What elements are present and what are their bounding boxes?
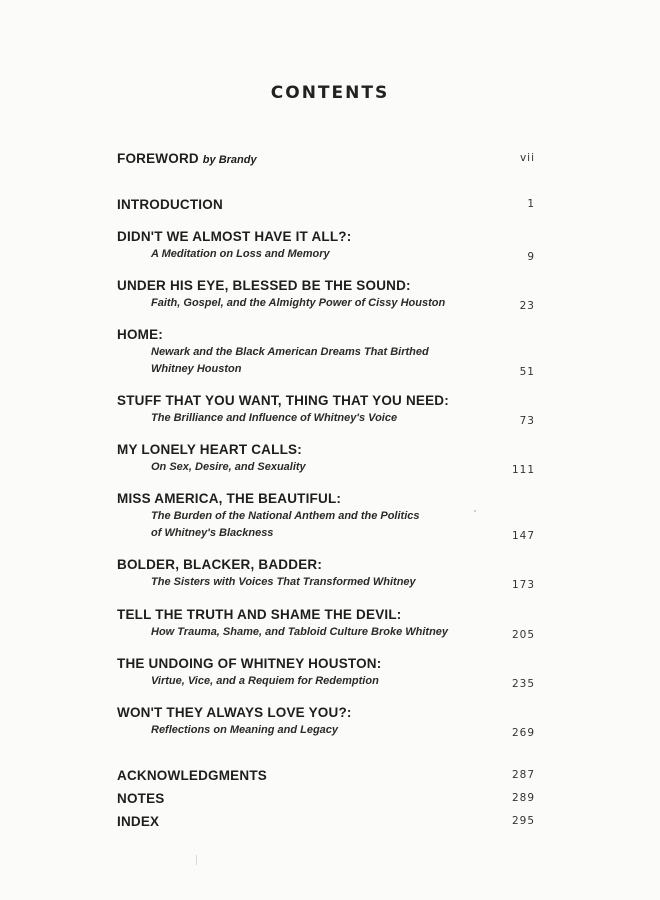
entry-title: NOTES — [117, 791, 165, 806]
entry-subtitle: of Whitney's Blackness — [151, 527, 274, 539]
page-number: 1 — [527, 198, 535, 210]
entry-subtitle: A Meditation on Loss and Memory — [151, 248, 330, 260]
entry-title: INTRODUCTION — [117, 197, 223, 212]
page-number: 205 — [511, 629, 535, 641]
entry-subtitle: Whitney Houston — [151, 363, 242, 375]
page-number: 23 — [519, 300, 535, 312]
toc-entry-chapter — [117, 228, 535, 263]
entry-title: THE UNDOING OF WHITNEY HOUSTON: — [117, 656, 382, 671]
entry-subtitle: On Sex, Desire, and Sexuality — [151, 461, 306, 473]
entry-title: ACKNOWLEDGMENTS — [117, 768, 267, 783]
page-number: 73 — [519, 415, 535, 427]
toc-entry-foreword — [117, 150, 535, 169]
page-title: CONTENTS — [270, 83, 390, 103]
entry-title: MY LONELY HEART CALLS: — [117, 442, 302, 457]
page-number: 235 — [511, 678, 535, 690]
entry-subtitle: Newark and the Black American Dreams That Birthed — [151, 346, 429, 358]
entry-title: MISS AMERICA, THE BEAUTIFUL: — [117, 491, 342, 506]
entry-subtitle: The Brilliance and Influence of Whitney's Voice — [151, 412, 398, 424]
scan-artifact — [196, 855, 197, 865]
toc-entry-acknowledgments — [117, 767, 535, 785]
toc-entry-introduction — [117, 196, 535, 214]
page-number: 287 — [511, 769, 535, 781]
entry-title: WON'T THEY ALWAYS LOVE YOU?: — [117, 705, 352, 720]
page-number: 9 — [527, 251, 535, 263]
toc-entry-chapter — [117, 655, 535, 690]
toc-entry-index — [117, 813, 535, 831]
entry-subtitle: The Burden of the National Anthem and the Politics — [151, 510, 420, 522]
entry-subtitle: Reflections on Meaning and Legacy — [151, 724, 339, 736]
toc-entry-chapter — [117, 441, 535, 476]
toc-entry-chapter — [117, 277, 535, 312]
page-number: 111 — [511, 464, 535, 476]
toc-entry-chapter — [117, 606, 535, 641]
toc-entry-chapter — [117, 490, 535, 542]
entry-subtitle: The Sisters with Voices That Transformed Whitney — [151, 576, 416, 588]
entry-title: TELL THE TRUTH AND SHAME THE DEVIL: — [117, 607, 402, 622]
entry-title: HOME: — [117, 327, 163, 342]
entry-title: STUFF THAT YOU WANT, THING THAT YOU NEED: — [117, 393, 449, 408]
page-number: 147 — [511, 530, 535, 542]
page-number: 269 — [511, 727, 535, 739]
entry-subtitle: Faith, Gospel, and the Almighty Power of Cissy Houston — [151, 297, 446, 309]
page-number: vii — [519, 152, 535, 164]
scan-artifact — [474, 510, 476, 512]
entry-title: UNDER HIS EYE, BLESSED BE THE SOUND: — [117, 278, 411, 293]
page-number: 289 — [511, 792, 535, 804]
entry-subtitle: Virtue, Vice, and a Requiem for Redemption — [151, 675, 379, 687]
entry-title: BOLDER, BLACKER, BADDER: — [117, 557, 323, 572]
page-number: 295 — [511, 815, 535, 827]
entry-byline: by Brandy — [202, 154, 257, 166]
toc-entry-chapter — [117, 392, 535, 427]
toc-entry-notes — [117, 790, 535, 808]
entry-subtitle: How Trauma, Shame, and Tabloid Culture Broke Whitney — [151, 626, 449, 638]
toc-entry-chapter — [117, 326, 535, 378]
entry-title: DIDN'T WE ALMOST HAVE IT ALL?: — [117, 229, 352, 244]
page-number: 51 — [519, 366, 535, 378]
entry-title: INDEX — [117, 814, 160, 829]
entry-title: FOREWORD — [117, 151, 199, 166]
page-number: 173 — [511, 579, 535, 591]
toc-entry-chapter — [117, 704, 535, 739]
toc-entry-chapter — [117, 556, 535, 591]
